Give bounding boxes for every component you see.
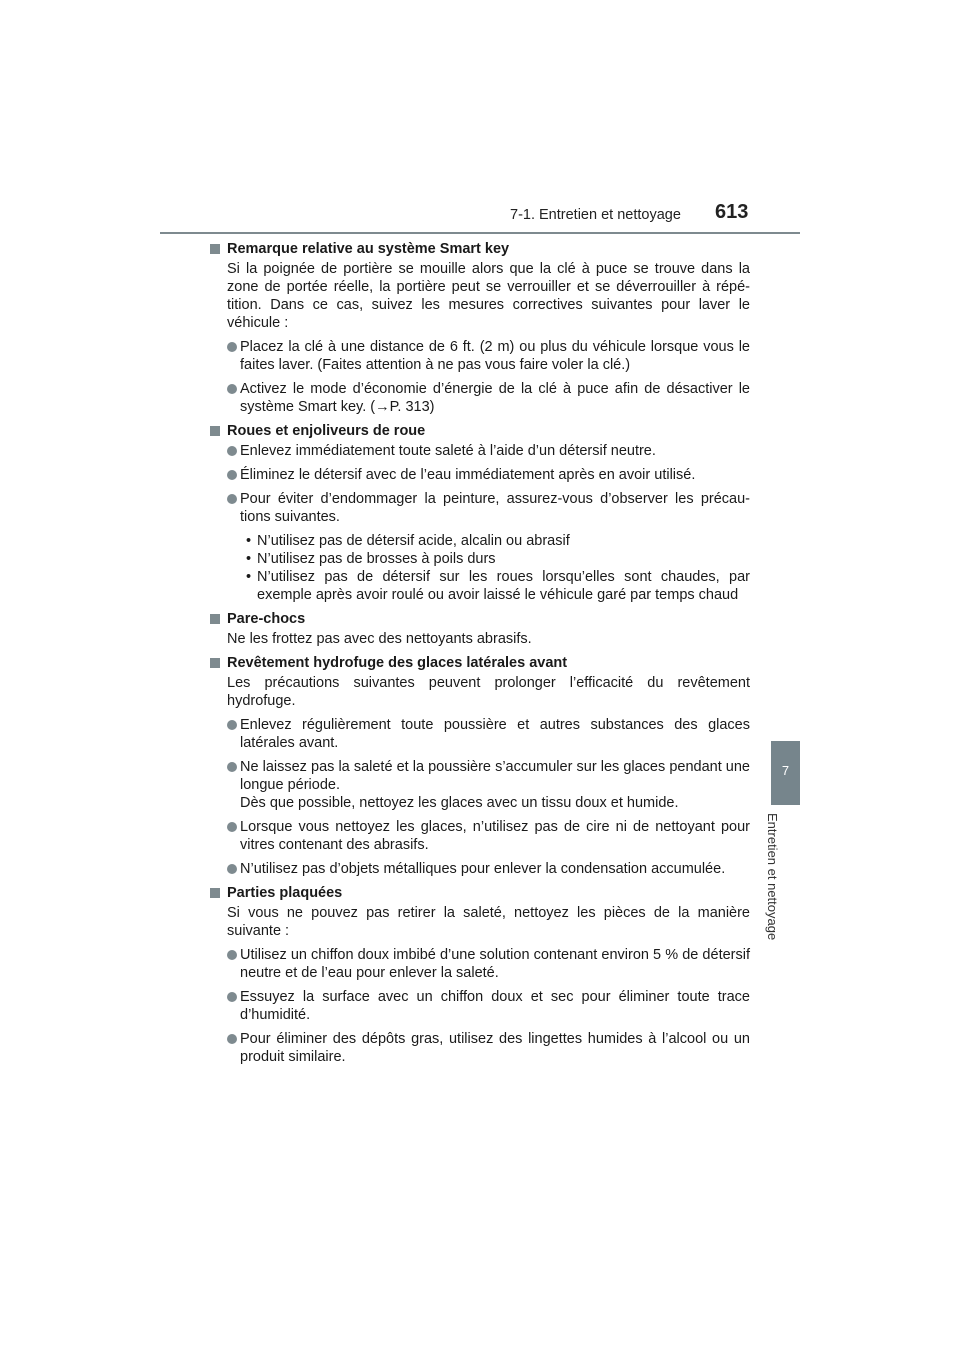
precautions-sublist	[246, 532, 750, 604]
section-plated-parts	[210, 884, 750, 1066]
list-item	[227, 818, 750, 854]
section-intro: Si la poignée de portière se mouille alors que la clé à puce se trouve dans la zone de portée réelle, la portière peut se verrouiller et se déverrouiller à répé-tition. Dans ce cas, suivez les mesures correctives suivantes pour laver le véhicule :	[227, 261, 750, 331]
section-water-repellent	[210, 654, 750, 878]
section-title: 7-1. Entretien et nettoyage	[510, 207, 681, 223]
list-item-text: Utilisez un chiffon doux imbibé d’une solution contenant environ 5 % de détersif neutre et de l’eau pour enlever la saleté.	[240, 947, 750, 981]
section-heading	[210, 422, 750, 440]
sublist-item	[246, 532, 750, 550]
header-rule	[160, 232, 800, 234]
sublist-item-text: N’utilisez pas de détersif acide, alcalin ou abrasif	[257, 533, 570, 549]
list-item-text: Éliminez le détersif avec de l’eau immédiatement après en avoir utilisé.	[240, 467, 696, 483]
list-item	[227, 466, 750, 484]
section-heading	[210, 884, 750, 902]
square-bullet-icon	[210, 244, 220, 254]
sublist-item	[246, 568, 750, 604]
dot-bullet-icon: •	[246, 569, 252, 585]
page-number: 613	[715, 201, 749, 223]
section-heading-text: Revêtement hydrofuge des glaces latérales avant	[227, 655, 568, 671]
section-heading	[210, 654, 750, 672]
list-item	[227, 946, 750, 982]
section-heading	[210, 240, 750, 258]
list-item-text: Ne laissez pas la saleté et la poussière s’accumuler sur les glaces pendant une longue période.	[240, 759, 750, 793]
circle-bullet-icon	[227, 720, 237, 730]
section-smart-key	[210, 240, 750, 416]
circle-bullet-icon	[227, 762, 237, 772]
list-item	[227, 758, 750, 812]
chapter-label: Entretien et nettoyage	[765, 813, 780, 941]
list-item	[227, 380, 750, 416]
dot-bullet-icon: •	[246, 533, 252, 549]
section-intro: Ne les frottez pas avec des nettoyants abrasifs.	[227, 631, 532, 647]
list-item	[227, 988, 750, 1024]
circle-bullet-icon	[227, 446, 237, 456]
list-item-extra-text: Dès que possible, nettoyez les glaces avec un tissu doux et humide.	[240, 795, 679, 811]
list-item-text: Enlevez immédiatement toute saleté à l’aide d’un détersif neutre.	[240, 443, 656, 459]
section-heading	[210, 610, 750, 628]
list-item	[227, 490, 750, 526]
circle-bullet-icon	[227, 384, 237, 394]
circle-bullet-icon	[227, 950, 237, 960]
sublist-item-text: N’utilisez pas de brosses à poils durs	[257, 551, 496, 567]
list-item-text: Activez le mode d’économie d’énergie de la clé à puce afin de désactiver le système Smart key. (→P. 313)	[240, 381, 750, 415]
list-item	[227, 338, 750, 374]
dot-bullet-icon: •	[246, 551, 252, 567]
list-item	[227, 860, 750, 878]
list-item-text: Pour éliminer des dépôts gras, utilisez des lingettes humides à l’alcool ou un produit similaire.	[240, 1031, 750, 1065]
list-item	[227, 1030, 750, 1066]
circle-bullet-icon	[227, 822, 237, 832]
square-bullet-icon	[210, 426, 220, 436]
list-item-text: Placez la clé à une distance de 6 ft. (2 m) ou plus du véhicule lorsque vous le faites laver. (Faites attention à ne pas vous faire voler la clé.)	[240, 339, 750, 373]
chapter-side-label	[765, 813, 798, 953]
list-item-text: Essuyez la surface avec un chiffon doux et sec pour éliminer toute trace d’humidité.	[240, 989, 750, 1023]
list-item-text: N’utilisez pas d’objets métalliques pour enlever la condensation accumulée.	[240, 861, 726, 877]
square-bullet-icon	[210, 888, 220, 898]
section-heading-text: Pare-chocs	[227, 611, 306, 627]
circle-bullet-icon	[227, 864, 237, 874]
list-item-text: Pour éviter d’endommager la peinture, assurez-vous d’observer les précau-tions suivantes.	[240, 491, 750, 525]
page-header	[0, 0, 960, 240]
list-item-text: Lorsque vous nettoyez les glaces, n’utilisez pas de cire ni de nettoyant pour vitres contenant des abrasifs.	[240, 819, 750, 853]
square-bullet-icon	[210, 614, 220, 624]
chapter-tab	[771, 741, 800, 805]
section-heading-text: Roues et enjoliveurs de roue	[227, 423, 426, 439]
sublist-item-text: N’utilisez pas de détersif sur les roues lorsqu’elles sont chaudes, par exemple après avoir roulé ou avoir laissé le véhicule garé par temps chaud	[257, 569, 750, 603]
list-item-text: Enlevez régulièrement toute poussière et autres substances des glaces latérales avant.	[240, 717, 750, 751]
square-bullet-icon	[210, 658, 220, 668]
section-intro: Si vous ne pouvez pas retirer la saleté, nettoyez les pièces de la manière suivante :	[227, 905, 750, 939]
sublist-item	[246, 550, 750, 568]
circle-bullet-icon	[227, 1034, 237, 1044]
circle-bullet-icon	[227, 992, 237, 1002]
circle-bullet-icon	[227, 342, 237, 352]
circle-bullet-icon	[227, 470, 237, 480]
circle-bullet-icon	[227, 494, 237, 504]
chapter-number: 7	[781, 763, 790, 778]
section-heading-text: Remarque relative au système Smart key	[227, 241, 510, 257]
section-bumpers	[210, 610, 750, 648]
section-intro: Les précautions suivantes peuvent prolonger l’efficacité du revêtement hydrofuge.	[227, 675, 750, 709]
section-wheels	[210, 422, 750, 604]
section-heading-text: Parties plaquées	[227, 885, 343, 901]
page-content	[210, 240, 750, 1072]
list-item	[227, 442, 750, 460]
list-item	[227, 716, 750, 752]
